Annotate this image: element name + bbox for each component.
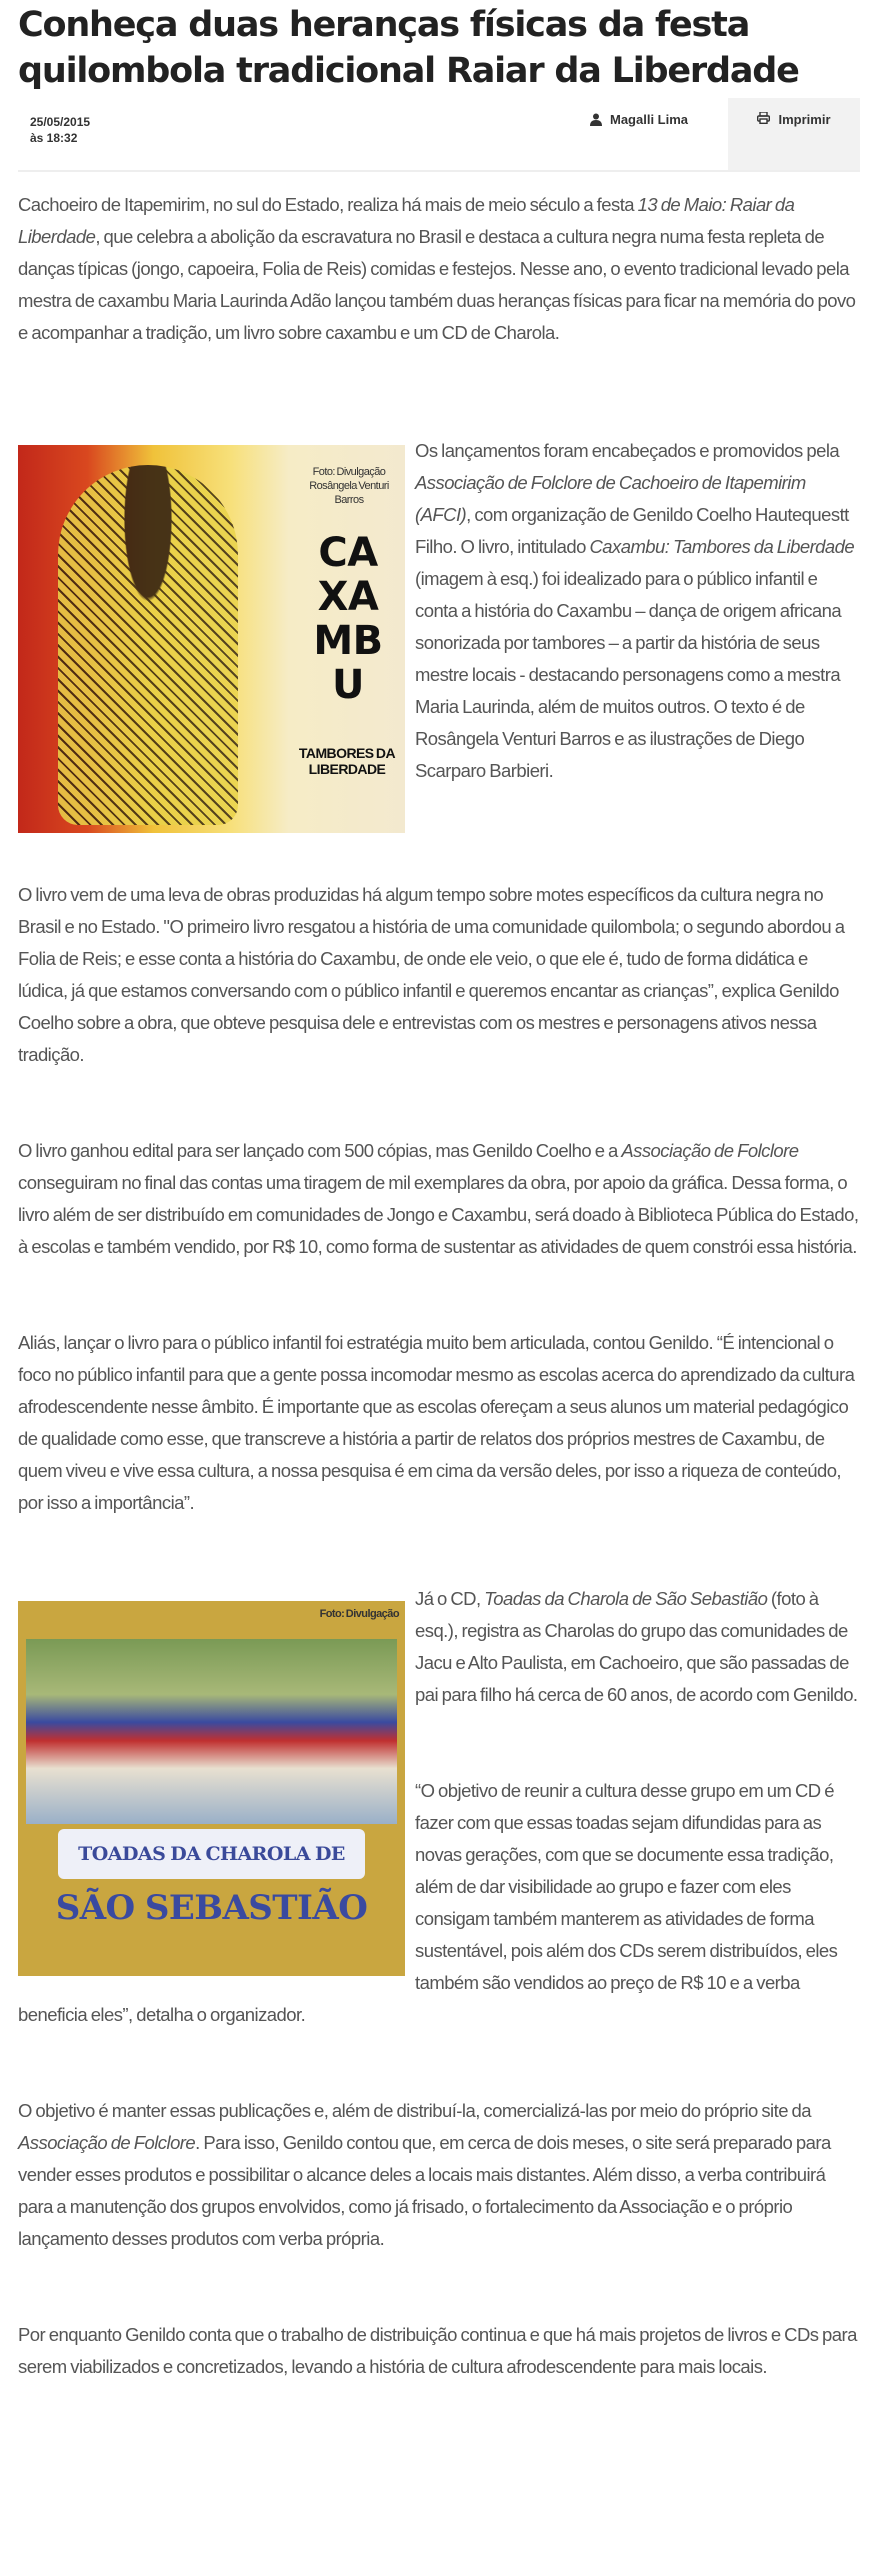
print-button[interactable] bbox=[728, 98, 860, 170]
credit-text: Foto: Divulgação bbox=[312, 466, 386, 478]
book-cover-image bbox=[18, 445, 405, 833]
text: Os lançamentos foram encabeçados e promovidos pela bbox=[415, 440, 840, 461]
print-label: Imprimir bbox=[778, 112, 831, 127]
printer-icon bbox=[757, 112, 770, 124]
cover-subtitle: TAMBORES DA LIBERDADE bbox=[298, 745, 396, 777]
paragraph: “O objetivo de reunir a cultura desse grupo em um CD é fazer com que essas toadas sejam difundidas para as novas gerações, com que se documente essa tradição, além de dar visibilidade ao grupo e fazer com eles consigam também manterem as atividades de forma sustentável, pois além dos CDs serem distribuídos, eles também são vendidos ao preço de R$ 10 e a verba beneficia eles”, detalha o organizador. bbox=[18, 1780, 838, 2025]
text: (foto à esq.), registra as Charolas do grupo das comunidades de Jacu e Alto Paulista, em Cachoeiro, que são passadas de pai para filho há cerca de 60 anos, de acordo com Genildo. bbox=[415, 1588, 858, 1705]
cover-title: CAXAMBU bbox=[313, 530, 383, 708]
text: , que celebra a abolição da escravatura no Brasil e destaca a cultura negra numa festa repleta de danças típicas (jongo, capoeira, Folia de Reis) comidas e festejos. Nesse ano, o evento tradicional levado pela mestra de caxambu Maria Laurinda Adão lançou também duas heranças físicas para ficar na memória do povo e acompanhar a tradição, um livro sobre caxambu e um CD de Charola. bbox=[18, 226, 856, 343]
paragraph bbox=[18, 189, 860, 349]
cd-banner-text: TOADAS DA CHAROLA DE bbox=[58, 1829, 365, 1879]
text: Cachoeiro de Itapemirim, no sul do Estado, realiza há mais de meio século a festa bbox=[18, 194, 638, 215]
group-photo bbox=[26, 1639, 397, 1824]
publish-date bbox=[30, 114, 90, 146]
illustration-figure bbox=[58, 465, 238, 825]
italic-text: Associação de Folclore bbox=[621, 1140, 799, 1161]
text: conseguiram no final das contas uma tiragem de mil exemplares da obra, por apoio da gráfica. Dessa forma, o livro além de ser distribuído em comunidades de Jongo e Caxambu, será doado à Biblioteca Pública do Estado, à escolas e também vendido, por R$ 10, como forma de sustentar as atividades de quem constrói essa história. bbox=[18, 1172, 859, 1257]
date-text: 25/05/2015 bbox=[30, 115, 91, 129]
author-link[interactable] bbox=[590, 112, 688, 127]
cover-author: Rosângela Venturi Barros bbox=[309, 480, 389, 506]
text: Já o CD, bbox=[415, 1588, 485, 1609]
article-body bbox=[18, 189, 860, 2383]
user-icon bbox=[590, 113, 602, 126]
paragraph: Aliás, lançar o livro para o público infantil foi estratégia muito bem articulada, contou Genildo. “É intencional o foco no público infantil para que a gente possa incomodar mesmo as escolas acerca do aprendizado da cultura afrodescendente nesse âmbito. É importante que as escolas ofereçam a seus alunos um material pedagógico de qualidade como esse, que transcreve a história a partir de relatos dos próprios mestres de Caxambu, de quem viveu e vive essa cultura, a nossa pesquisa é em cima da versão deles, por isso a riqueza de conteúdo, por isso a importância”. bbox=[18, 1332, 855, 1513]
cd-title: SÃO SEBASTIÃO bbox=[55, 1888, 368, 1928]
author-name: Magalli Lima bbox=[610, 112, 689, 127]
italic-text: Associação de Folclore de Cachoeiro de Itapemirim (AFCI) bbox=[415, 472, 806, 525]
italic-text: 13 de Maio: Raiar da Liberdade bbox=[18, 194, 795, 247]
image-credit bbox=[299, 465, 399, 507]
paragraph bbox=[18, 1135, 860, 1263]
italic-text: Caxambu: Tambores da Liberdade bbox=[589, 536, 855, 557]
italic-text: Toadas da Charola de São Sebastião bbox=[484, 1588, 768, 1609]
text: (imagem à esq.) foi idealizado para o público infantil e conta a história do Caxambu – dança de origem africana sonorizada por tambores – a partir da história de seus mestre locais - destacando personagens como a mestra Maria Laurinda, além de muitos outros. O texto é de Rosângela Venturi Barros e as ilustrações de Diego Scarparo Barbieri. bbox=[415, 568, 842, 781]
time-text: às 18:32 bbox=[30, 131, 78, 145]
image-credit: Foto: Divulgação bbox=[319, 1608, 399, 1620]
cd-cover-image bbox=[18, 1601, 405, 1976]
paragraph bbox=[18, 2095, 860, 2255]
text: . Para isso, Genildo contou que, em cerca de dois meses, o site será preparado para vender esses produtos e possibilitar o alcance deles a locais mais distantes. Além disso, a verba contribuirá para a manutenção dos grupos envolvidos, como já frisado, o fortalecimento da Associação e o próprio lançamento desses produtos com verba própria. bbox=[18, 2132, 831, 2249]
paragraph: O livro vem de uma leva de obras produzidas há algum tempo sobre motes específicos da cultura negra no Brasil e no Estado. "O primeiro livro resgatou a história de uma comunidade quilombola; o segundo abordou a Folia de Reis; e esse conta a história do Caxambu, de onde ele veio, o que ele é, tudo de forma didática e lúdica, já que estamos conversando com o público infantil e queremos encantar as crianças”, explica Genildo Coelho sobre a obra, que obteve pesquisa dele e entrevistas com os mestres e personagens ativos nessa tradição. bbox=[18, 884, 845, 1065]
text: , com organização de Genildo Coelho Hautequestt Filho. O livro, intitulado bbox=[415, 504, 849, 557]
italic-text: Associação de Folclore bbox=[18, 2132, 196, 2153]
article-meta bbox=[18, 98, 860, 172]
text: O objetivo é manter essas publicações e, além de distribuí-la, comercializá-las por meio do próprio site da bbox=[18, 2100, 812, 2121]
paragraph: Por enquanto Genildo conta que o trabalho de distribuição continua e que há mais projetos de livros e CDs para serem viabilizados e concretizados, levando a história de cultura afrodescendente para mais locais. bbox=[18, 2324, 857, 2377]
article-title: Conheça duas heranças físicas da festa quilombola tradicional Raiar da Liberdade bbox=[18, 5, 799, 91]
text: O livro ganhou edital para ser lançado com 500 cópias, mas Genildo Coelho e a bbox=[18, 1140, 622, 1161]
